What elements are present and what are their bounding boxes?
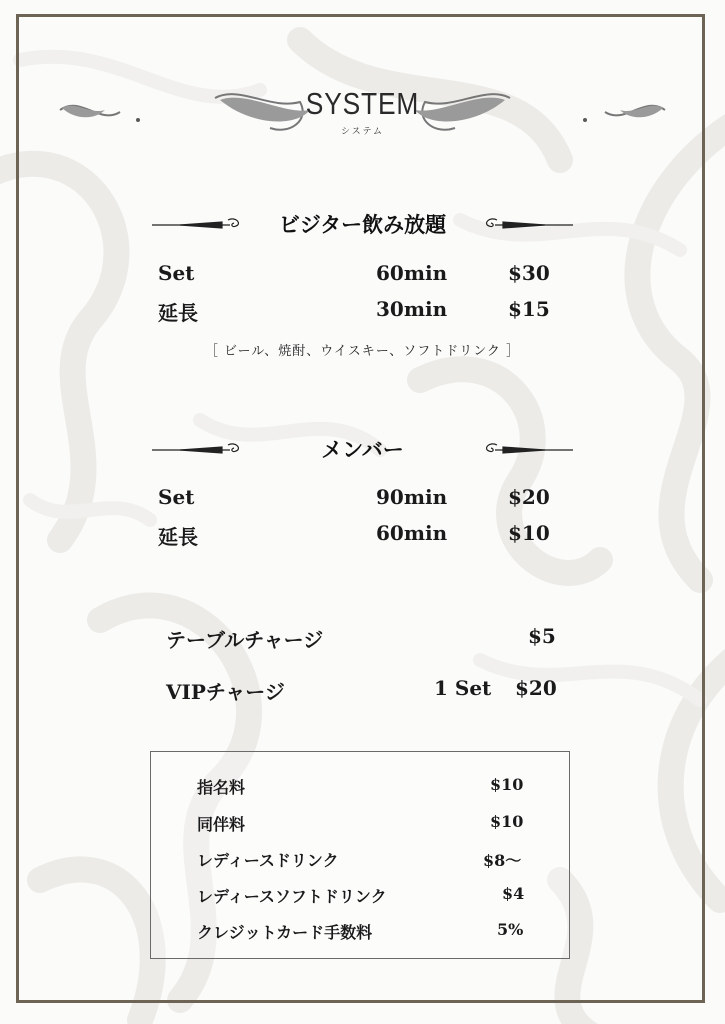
member-extension-label: 延長 <box>158 525 198 549</box>
fee-price-ladies-drink: $8〜 <box>483 851 522 870</box>
visitor-heading <box>150 210 575 240</box>
page-title: SYSTEM <box>305 86 420 121</box>
table-charge-label: テーブルチャージ <box>166 628 324 652</box>
vip-charge-price: $20 <box>515 676 557 700</box>
fee-price-credit-card: 5% <box>497 920 524 939</box>
visitor-extension-label: 延長 <box>158 301 198 325</box>
member-heading-text: メンバー <box>321 437 404 462</box>
member-set-label: Set <box>158 485 195 509</box>
vip-charge-label: VIPチャージ <box>166 680 285 704</box>
member-heading <box>150 435 575 465</box>
header <box>0 80 725 150</box>
fee-label-ladies-drink: レディースドリンク <box>197 851 339 870</box>
member-extension-duration: 60min <box>376 521 448 545</box>
fee-label-nomination: 指名料 <box>197 778 246 797</box>
fee-price-escort: $10 <box>490 812 524 831</box>
visitor-set-duration: 60min <box>376 261 448 285</box>
member-set-duration: 90min <box>376 485 448 509</box>
fee-price-ladies-soft-drink: $4 <box>502 884 525 903</box>
visitor-set-price: $30 <box>508 261 550 285</box>
vip-charge-unit: 1 Set <box>434 676 492 700</box>
visitor-extension-duration: 30min <box>376 297 448 321</box>
fee-label-credit-card: クレジットカード手数料 <box>197 923 373 942</box>
fee-label-ladies-soft-drink: レディースソフトドリンク <box>197 887 387 906</box>
visitor-set-label: Set <box>158 261 195 285</box>
member-set-price: $20 <box>508 485 550 509</box>
visitor-extension-price: $15 <box>508 297 550 321</box>
visitor-heading-text: ビジター飲み放題 <box>278 212 447 237</box>
page-subtitle: システム <box>340 127 385 137</box>
member-extension-price: $10 <box>508 521 550 545</box>
table-charge-price: $5 <box>528 624 556 648</box>
fee-label-escort: 同伴料 <box>197 815 246 834</box>
drink-list-note: ［ ビール、焼酎、ウイスキー、ソフトドリンク ］ <box>204 344 521 359</box>
fee-price-nomination: $10 <box>490 775 524 794</box>
